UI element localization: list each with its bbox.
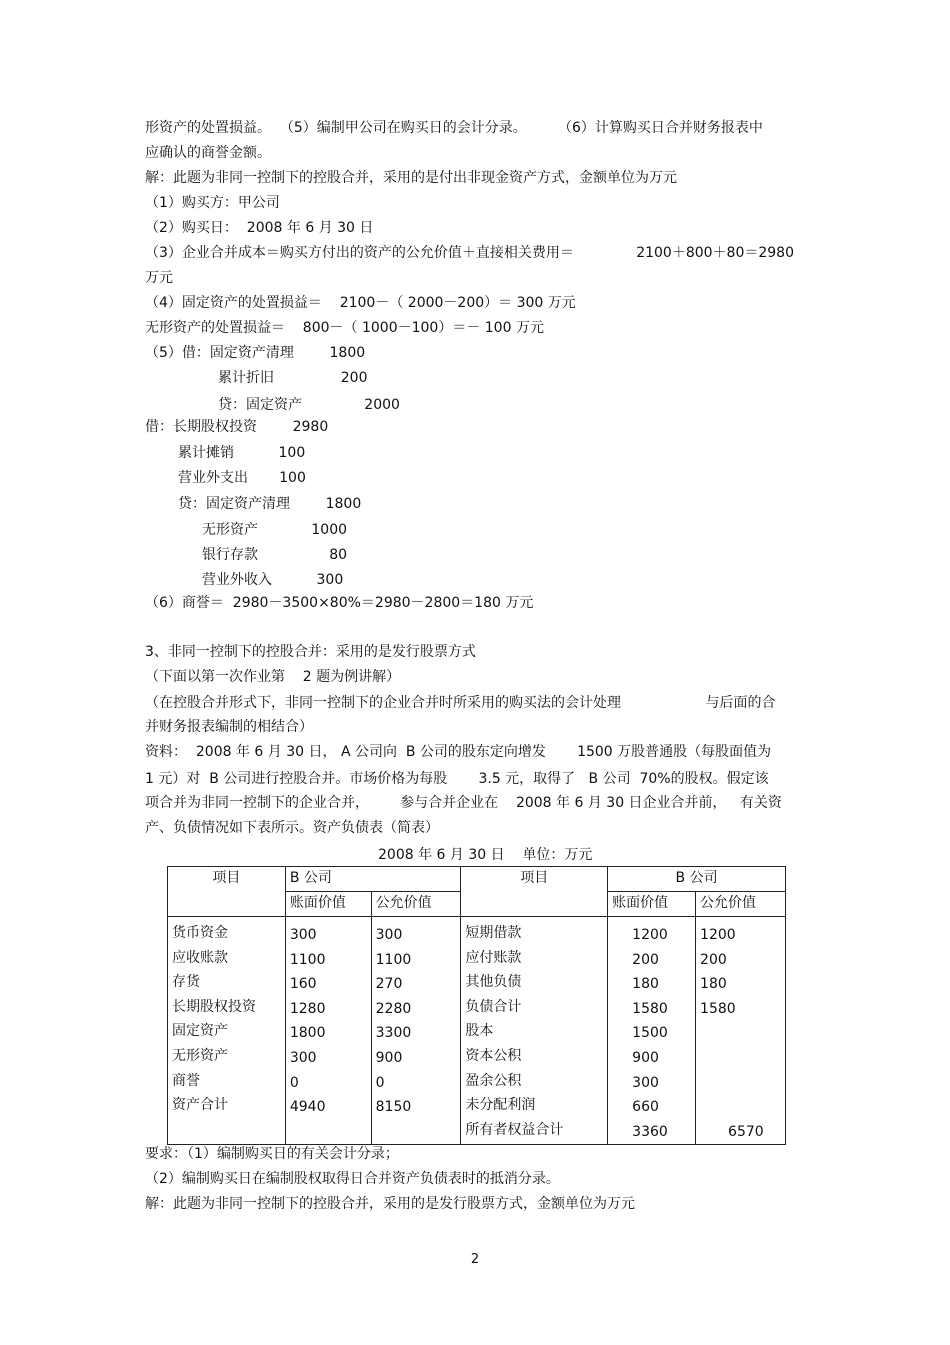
line-10: （5）借：固定资产清理 1800 — [145, 345, 366, 361]
table-cell: 固定资产 — [172, 1023, 228, 1040]
table-cell: 1200 — [632, 927, 668, 943]
line-6: （3）企业合并成本＝购买方付出的资产的公允价值＋直接相关费用＝ 2100＋800＋80＝2980 — [145, 245, 795, 261]
table-cell: 应收账款 — [172, 949, 228, 966]
table-cell: 300 — [375, 927, 403, 943]
line-24: 并财务报表编制的相结合） — [145, 719, 313, 735]
line-15: 营业外支出 100 — [178, 470, 306, 486]
line-4: （1）购买方：甲公司 — [145, 195, 280, 211]
solution-intro: 解：此题为非同一控制下的控股合并，采用的是发行股票方式，金额单位为万元 — [145, 1196, 635, 1212]
table-cell: 盈余公积 — [465, 1072, 522, 1089]
page-number: 2 — [470, 1252, 480, 1267]
table-cell: 900 — [375, 1049, 403, 1066]
table-cell: 负债合计 — [465, 998, 522, 1015]
table-cell: 200 — [700, 951, 727, 968]
table-cell: 1800 — [289, 1025, 326, 1042]
table-cell: 其他负债 — [465, 974, 522, 991]
table-cell — [700, 1021, 781, 1046]
table-cell: 短期借款 — [465, 925, 522, 941]
line-26: 1 元）对 B 公司进行控股合并。市场价格为每股 3.5 元，取得了 B 公司 70%的股权。假定该 — [145, 771, 769, 787]
table-cell: 1580 — [700, 1000, 736, 1017]
right-fair-column — [696, 917, 786, 1145]
table-cell: 180 — [632, 976, 659, 993]
table-cell: 0 — [289, 1074, 299, 1091]
table-cell: 1100 — [289, 951, 326, 968]
left-items-column — [168, 917, 286, 1145]
line-3: 解：此题为非同一控制下的控股合并，采用的是付出非现金资产方式，金额单位为万元 — [145, 170, 677, 186]
table-caption: 2008 年 6 月 30 日 单位：万元 — [378, 847, 593, 863]
table-cell: 300 — [632, 1074, 659, 1091]
header-company-right: B 公司 — [608, 867, 786, 892]
balance-sheet-table — [167, 866, 786, 1145]
line-23: （在控股合并形式下，非同一控制下的企业合并时所采用的购买法的会计处理 与后面的合 — [145, 695, 776, 711]
header-item: 项目 — [168, 867, 286, 917]
table-body-row — [168, 917, 786, 1145]
table-cell: 资本公积 — [465, 1047, 522, 1064]
header-fair-value: 公允价值 — [371, 892, 461, 917]
table-cell: 660 — [632, 1099, 659, 1116]
table-cell: 存货 — [172, 974, 200, 991]
line-16: 贷：固定资产清理 1800 — [178, 496, 362, 512]
requirement-1: 要求：（1）编制购买日的有关会计分录； — [145, 1146, 399, 1162]
requirement-2: （2）编制购买日在编制股权取得日合并资产负债表时的抵消分录。 — [145, 1171, 560, 1187]
table-cell — [700, 1095, 781, 1120]
table-cell: 1580 — [632, 1000, 668, 1017]
line-13: 借：长期股权投资 2980 — [145, 419, 329, 435]
line-2: 应确认的商誉金额。 — [145, 145, 271, 161]
table-cell: 160 — [289, 976, 317, 993]
table-cell: 300 — [289, 927, 317, 943]
line-11: 累计折旧 200 — [218, 370, 368, 386]
table-cell: 货币资金 — [172, 925, 228, 941]
table-header-row — [168, 867, 786, 892]
right-items-column — [461, 917, 608, 1145]
table-cell: 商誉 — [172, 1072, 200, 1089]
table-cell: 1500 — [632, 1025, 668, 1042]
table-cell: 4940 — [289, 1099, 326, 1116]
table-cell: 1100 — [375, 951, 412, 968]
table-cell: 所有者权益合计 — [465, 1121, 564, 1138]
line-20: （6）商誉＝ 2980－3500×80%＝2980－2800＝180 万元 — [145, 595, 534, 611]
table-cell: 股本 — [465, 1023, 494, 1040]
table-cell: 200 — [632, 951, 659, 968]
table-cell: 0 — [375, 1074, 385, 1091]
table-cell: 未分配利润 — [465, 1097, 536, 1114]
header-book-value: 账面价值 — [285, 892, 371, 917]
line-28: 产、负债情况如下表所示。资产负债表（简表） — [145, 820, 439, 836]
table-cell: 900 — [632, 1049, 659, 1066]
header-fair-value-right: 公允价值 — [696, 892, 786, 917]
left-fair-column — [371, 917, 461, 1145]
line-7: 万元 — [145, 270, 173, 286]
header-item-right: 项目 — [461, 867, 608, 917]
table-cell: 3300 — [375, 1025, 412, 1042]
line-27: 项合并为非同一控制下的企业合并， 参与合并企业在 2008 年 6 月 30 日企业合并前， 有关资 — [145, 795, 782, 811]
table-cell: 1280 — [289, 1000, 326, 1017]
table-cell — [700, 1071, 781, 1096]
table-cell: 6570 — [728, 1123, 764, 1140]
line-1: 形资产的处置损益。 （5）编制甲公司在购买日的会计分录。 （6）计算购买日合并财务报表中 — [145, 120, 763, 136]
table-cell: 应付账款 — [465, 949, 522, 966]
line-22: （下面以第一次作业第 2 题为例讲解） — [145, 669, 401, 685]
table-cell: 3360 — [632, 1123, 668, 1140]
line-9: 无形资产的处置损益＝ 800－（ 1000－100）＝－ 100 万元 — [145, 320, 544, 336]
table-cell: 1200 — [700, 927, 736, 943]
table-cell: 资产合计 — [172, 1097, 228, 1114]
line-17: 无形资产 1000 — [202, 522, 348, 538]
table-cell: 270 — [375, 976, 403, 993]
table-cell: 300 — [289, 1049, 317, 1066]
section-heading: 3、非同一控制下的控股合并：采用的是发行股票方式 — [145, 644, 476, 660]
line-12: 贷：固定资产 2000 — [218, 397, 400, 413]
line-19: 营业外收入 300 — [202, 572, 344, 588]
line-18: 银行存款 80 — [202, 547, 348, 563]
table-cell — [700, 1046, 781, 1071]
header-company: B 公司 — [285, 867, 461, 892]
table-cell: 2280 — [375, 1000, 412, 1017]
line-25: 资料： 2008 年 6 月 30 日， A 公司向 B 公司的股东定向增发 1500 万股普通股（每股面值为 — [145, 744, 772, 760]
table-cell: 无形资产 — [172, 1047, 228, 1064]
left-book-column — [285, 917, 371, 1145]
line-14: 累计摊销 100 — [178, 445, 306, 461]
table-cell: 180 — [700, 976, 727, 993]
header-book-value-right: 账面价值 — [608, 892, 696, 917]
line-5: （2）购买日： 2008 年 6 月 30 日 — [145, 220, 374, 236]
table-cell: 8150 — [375, 1099, 412, 1116]
line-8: （4）固定资产的处置损益＝ 2100－（ 2000－200）＝ 300 万元 — [145, 295, 576, 311]
table-cell: 长期股权投资 — [172, 998, 256, 1015]
right-book-column — [608, 917, 696, 1145]
